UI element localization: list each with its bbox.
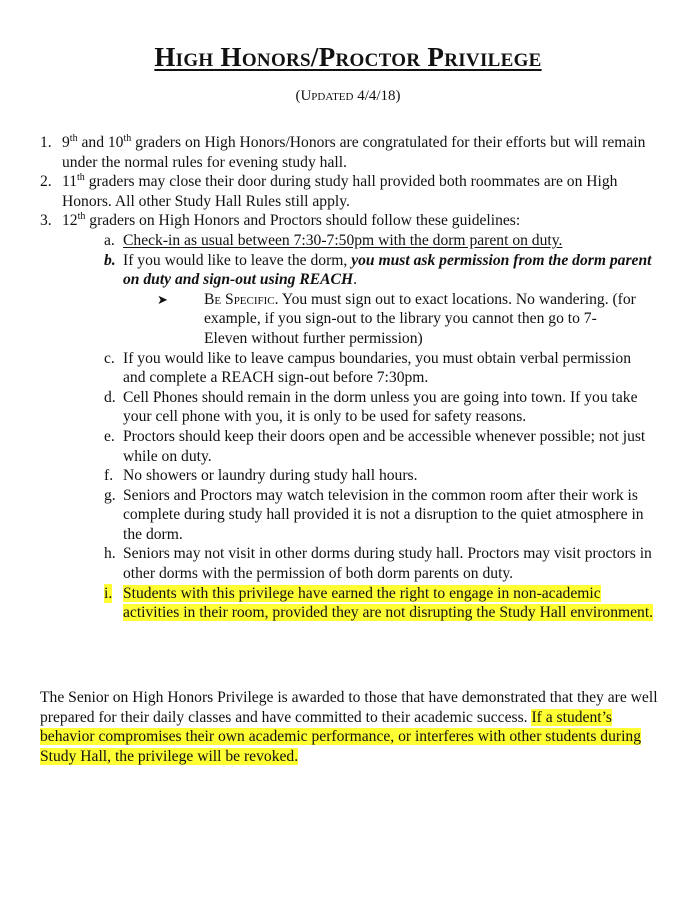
item-text-mid: and 10: [77, 134, 124, 151]
sub-item-text: Seniors may not visit in other dorms during study hall. Proctors may visit proctors in other dorms with the permission of both dorm parents on duty.: [123, 545, 652, 583]
sub-item-i: [0, 584, 696, 623]
list-number: 1.: [40, 134, 52, 151]
sub-letter: f.: [104, 467, 114, 485]
sub-letter: g.: [104, 486, 116, 504]
sub-item-b: [0, 251, 696, 290]
bullet-lead: Be Specific.: [204, 290, 279, 308]
sub-item-f: [0, 466, 696, 486]
sub-letter: b.: [104, 251, 116, 269]
item-text-pre: 9: [62, 134, 70, 151]
sub-letter: d.: [104, 388, 116, 406]
sub-letter: e.: [104, 427, 115, 445]
sub-letter: a.: [104, 231, 115, 249]
page-title: High Honors/Proctor Privilege: [154, 42, 542, 72]
sub-letter: c.: [104, 349, 115, 367]
sub-item-text: Proctors should keep their doors open and be accessible whenever possible; not just while on duty.: [123, 427, 646, 465]
sub-item-a: [0, 231, 696, 251]
sub-item-end: .: [353, 271, 357, 289]
item-text: graders on High Honors and Proctors should follow these guidelines:: [85, 212, 521, 230]
sub-item-g: [0, 486, 696, 545]
sub-item-text: If you would like to leave campus boundaries, you must obtain verbal permission and complete a REACH sign-out before 7:30pm.: [123, 349, 631, 387]
sub-letter: h.: [104, 545, 116, 563]
list-item-3: [0, 211, 696, 231]
list-item-2: [0, 172, 696, 211]
ordinal-suffix: th: [69, 133, 78, 144]
updated-date: (Updated 4/4/18): [295, 88, 401, 104]
sub-item-c: [0, 349, 696, 388]
item-text-pre: 12: [62, 212, 78, 230]
ordinal-suffix: th: [123, 133, 132, 144]
sub-item-text-highlighted: Students with this privilege have earned the right to engage in non-academic activities in their room, provided they are not disrupting the Study Hall environment.: [123, 584, 654, 622]
item-text-pre: 11: [62, 173, 78, 191]
sub-item-text: Cell Phones should remain in the dorm unless you are going into town. If you take your cell phone with you, it is only to be used for safety reasons.: [123, 388, 638, 426]
sub-item-text: Check-in as usual between 7:30-7:50pm with the dorm parent on duty.: [123, 231, 563, 249]
ordinal-suffix: th: [77, 211, 86, 223]
sub-item-text: No showers or laundry during study hall hours.: [123, 467, 418, 485]
bullet-item: [0, 290, 696, 349]
closing-text: The Senior on High Honors Privilege is awarded to those that have demonstrated that they are well prepared for their daily classes and have committed to their academic success.: [40, 689, 658, 726]
sub-letter: i.: [104, 584, 113, 602]
arrow-bullet-icon: ➤: [157, 291, 168, 307]
sub-item-e: [0, 427, 696, 466]
list-item-1: [0, 133, 696, 172]
item-text: graders may close their door during study hall provided both roommates are on High Honors. All other Study Hall Rules still apply.: [62, 173, 618, 210]
sub-item-text: Seniors and Proctors may watch television in the common room after their work is complete during study hall provided it is not a disruption to the quiet atmosphere in the dorm.: [123, 486, 644, 543]
list-number: 2.: [40, 173, 52, 191]
closing-paragraph: [40, 688, 660, 766]
guidelines-list: [0, 133, 696, 623]
sub-item-text: If you would like to leave the dorm,: [123, 251, 352, 269]
list-number: 3.: [40, 212, 52, 230]
sub-item-emphasis: you must ask permission from the dorm parent on duty and sign-out using REACH: [123, 251, 652, 289]
sub-list: [0, 231, 696, 623]
item-text: graders on High Honors/Honors are congratulated for their efforts but will remain under the normal rules for evening study hall.: [62, 134, 646, 171]
ordinal-suffix: th: [77, 172, 85, 184]
bullet-text: You must sign out to exact locations. No wandering. (for example, if you sign-out to the library you cannot then go to 7-Eleven without further permission): [204, 290, 636, 347]
sub-item-d: [0, 388, 696, 427]
sub-item-h: [0, 544, 696, 583]
closing-text-highlighted: If a student’s behavior compromises their own academic performance, or interferes with other students during Study Hall, the privilege will be revoked.: [40, 708, 642, 765]
